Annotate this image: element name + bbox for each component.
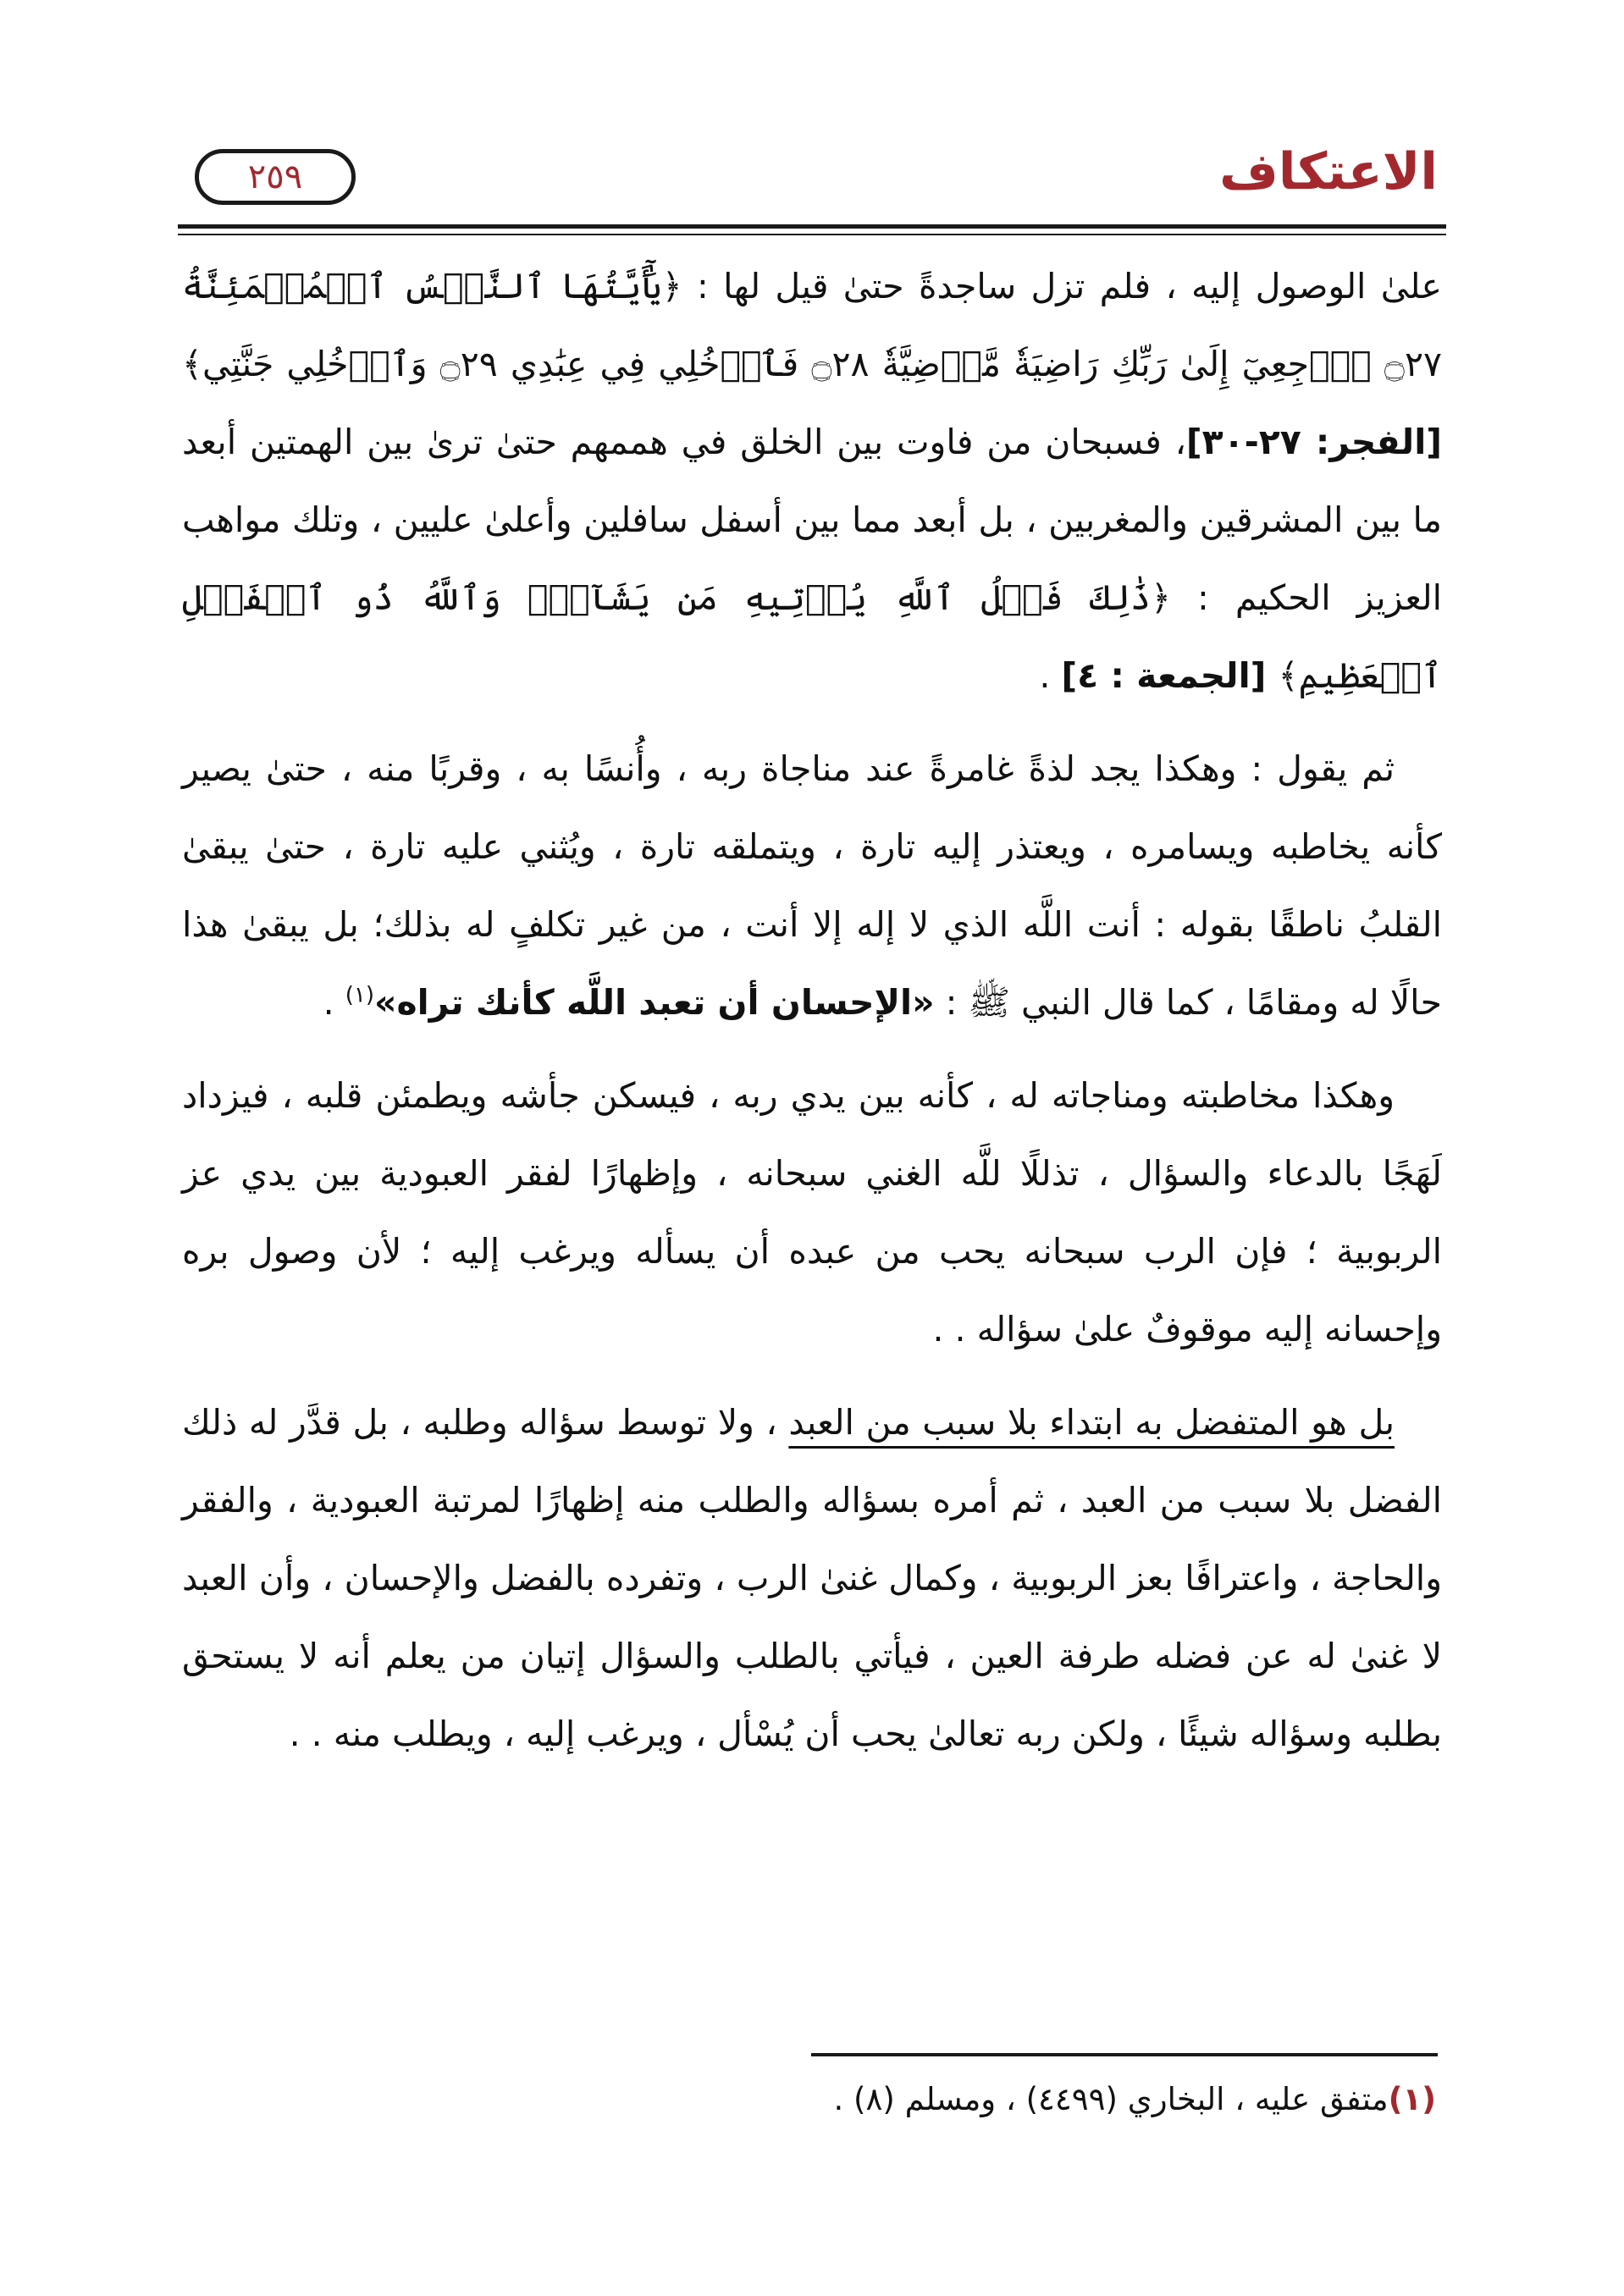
header-rule-thin <box>178 234 1446 235</box>
verse-reference: [الفجر: ٢٧-٣٠] <box>1185 422 1442 462</box>
paragraph-text: علىٰ الوصول إليه ، فلم تزل ساجدةً حتىٰ قيل لها : <box>682 266 1442 306</box>
paragraph-text: ، ولا توسط سؤاله وطلبه ، بل قدَّر له ذلك الفضل بلا سبب من العبد ، ثم أمره بسؤاله والطلب منه إظهارًا لمرتبة العبودية ، والفقر والحاجة ، واعترافًا بعز الربوبية ، وكمال غنىٰ الرب ، وتفرده بالفضل والإحسان ، وأن العبد لا غنىٰ له عن فضله طرفة العين ، فيأتي بالطلب والسؤال إتيان من يعلم أنه لا يستحق بطلبه وسؤاله شيئًا ، ولكن ربه تعالىٰ يحب أن يُسْأل ، ويرغب إليه ، ويطلب منه . . <box>182 1402 1442 1754</box>
quran-verse: ﴿يَٰٓأَيَّتُهَا ٱلنَّفۡسُ ٱلۡمُطۡمَئِنَّةُ ۝٢٧ ٱرۡجِعِيٓ إِلَىٰ رَبِّكِ رَاضِيَةٗ مَّرۡضِيَّةٗ ۝٢٨ فَٱدۡخُلِي فِي عِبَٰدِي ۝٢٩ وَٱدۡخُلِي جَنَّتِي﴾ <box>182 266 1442 384</box>
header-rule-thick <box>178 224 1446 229</box>
footnote-marker[interactable]: (١) <box>345 982 374 1008</box>
page-number: ٢٥٩ <box>247 157 303 196</box>
underlined-phrase: بل هو المتفضل به ابتداء بلا سبب من العبد <box>788 1402 1395 1443</box>
footnote <box>182 2066 1436 2133</box>
paragraph-text: وهكذا مخاطبته ومناجاته له ، كأنه بين يدي ربه ، فيسكن جأشه ويطمئن قلبه ، فيزداد لَهَجًا بالدعاء والسؤال ، تذللًا للَّه الغني سبحانه ، وإظهارًا لفقر العبودية بين يدي عز الربوبية ؛ فإن الرب سبحانه يحب من عبده أن يسأله ويرغب إليه ؛ لأن وصول بره وإحسانه إليه موقوفٌ علىٰ سؤاله . . <box>182 1075 1442 1349</box>
page-header <box>169 127 1438 229</box>
footnote-number: (١) <box>1388 2081 1436 2117</box>
paragraph-4 <box>182 1383 1442 1773</box>
quran-verse: ﴿ذَٰلِكَ فَضۡلُ ٱللَّهِ يُؤۡتِيهِ مَن يَشَآءُۚ وَٱللَّهُ ذُو ٱلۡفَضۡلِ ٱلۡعَظِيمِ﴾ <box>182 577 1442 696</box>
paragraph-3 <box>182 1057 1442 1368</box>
hadith-quote: «الإحسان أن تعبد اللَّه كأنك تراه» <box>373 982 935 1023</box>
paragraph-text: ثم يقول : وهكذا يجد لذةً غامرةً عند مناجاة ربه ، وأُنسًا به ، وقربًا منه ، حتىٰ يصير كأنه يخاطبه ويسامره ، ويعتذر إليه تارة ، ويتملقه تارة ، ويُثني عليه تارة ، حتىٰ يبقىٰ القلبُ ناطقًا بقوله : أنت اللَّه الذي لا إله إلا أنت ، من غير تكلفٍ له بذلك؛ بل يبقىٰ هذا حالًا له ومقامًا ، كما قال النبي ﷺ : <box>182 748 1442 1023</box>
main-text <box>182 247 1442 1788</box>
page-number-frame <box>195 149 356 205</box>
paragraph-text: . <box>1039 655 1062 696</box>
footnote-separator <box>811 2053 1438 2056</box>
verse-reference: [الجمعة : ٤] <box>1061 655 1279 696</box>
footnote-text: متفق عليه ، البخاري (٤٤٩٩) ، ومسلم (٨) . <box>833 2081 1389 2117</box>
paragraph-text: ، فسبحان من فاوت بين الخلق في هممهم حتىٰ ترىٰ بين الهمتين أبعد ما بين المشرقين والمغربين ، بل أبعد مما بين أسفل سافلين وأعلىٰ عليين ، وتلك مواهب العزيز الحكيم : <box>182 422 1442 618</box>
paragraph-1 <box>182 247 1442 715</box>
paragraph-text: . <box>323 982 345 1023</box>
paragraph-2 <box>182 730 1442 1041</box>
running-title: الاعتكاف <box>1219 142 1438 201</box>
